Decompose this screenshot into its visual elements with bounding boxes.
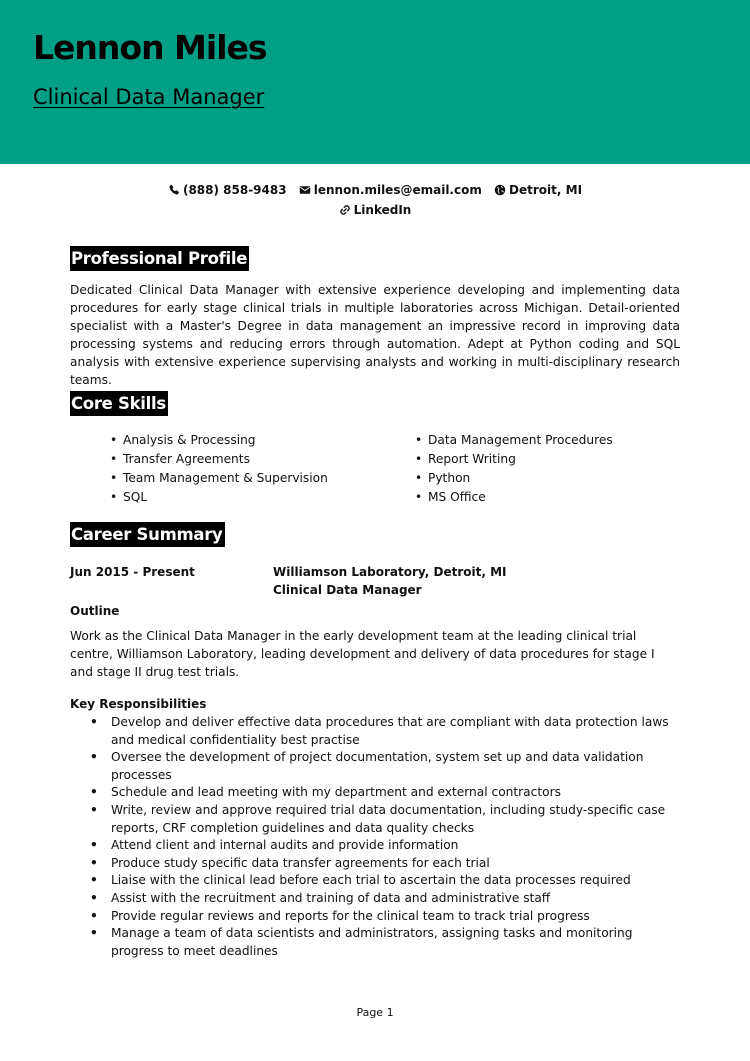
contact-phone[interactable]: [168, 183, 287, 197]
responsibilities-heading: Key Responsibilities: [70, 697, 207, 711]
responsibility-item: • Assist with the recruitment and training of data and administrative staff: [90, 890, 685, 908]
skill-item: • MS Office: [415, 488, 613, 507]
responsibility-item: • Write, review and approve required trial data documentation, including study-specific case reports, CRF completion guidelines and data quality checks: [90, 802, 685, 837]
envelope-icon: [299, 184, 311, 196]
outline-heading: Outline: [70, 604, 120, 618]
skill-item: • Transfer Agreements: [110, 450, 328, 469]
skill-item: • Python: [415, 469, 613, 488]
contact-email[interactable]: [299, 183, 482, 197]
responsibility-item: • Liaise with the clinical lead before each trial to ascertain the data processes required: [90, 872, 685, 890]
skill-item: • Data Management Procedures: [415, 431, 613, 450]
contact-line-2: [0, 203, 750, 219]
responsibility-item: • Attend client and internal audits and provide information: [90, 837, 685, 855]
skills-list-right: [415, 431, 613, 507]
skill-item: • Report Writing: [415, 450, 613, 469]
responsibility-item: • Produce study specific data transfer agreements for each trial: [90, 855, 685, 873]
phone-icon: [168, 184, 180, 196]
skill-item: • Team Management & Supervision: [110, 469, 328, 488]
skill-item: • Analysis & Processing: [110, 431, 328, 450]
profile-text: Dedicated Clinical Data Manager with extensive experience developing and implementing data procedures for early stage clinical trials in multiple laboratories across Michigan. Detail-oriented specialist with a Master's Degree in data management an impressive record in improving data processing systems and reducing errors through automation. Adept at Python coding and SQL analysis with extensive experience supervising analysts and working in multi-disciplinary research teams.: [70, 283, 680, 387]
responsibility-item: • Manage a team of data scientists and administrators, assigning tasks and monitoring progress to meet deadlines: [90, 925, 685, 960]
linkedin-text: LinkedIn: [353, 203, 412, 217]
candidate-name: Lennon Miles: [33, 28, 267, 67]
outline-text: Work as the Clinical Data Manager in the early development team at the leading clinical trial centre, Williamson Laboratory, leading development and delivery of data procedures for stage I and stage II drug test trials.: [70, 629, 655, 679]
header-banner: [0, 0, 750, 164]
link-icon: [339, 204, 351, 216]
skills-heading: Core Skills: [70, 391, 168, 416]
responsibility-item: • Provide regular reviews and reports for the clinical team to track trial progress: [90, 908, 685, 926]
responsibility-item: • Oversee the development of project documentation, system set up and data validation processes: [90, 749, 685, 784]
page-number: Page 1: [356, 1006, 394, 1019]
job-role: Clinical Data Manager: [273, 583, 422, 597]
email-text: lennon.miles@email.com: [313, 183, 482, 197]
skill-item: • SQL: [110, 488, 328, 507]
employer: Williamson Laboratory, Detroit, MI: [273, 565, 507, 579]
skills-list-left: [110, 431, 328, 507]
career-heading: Career Summary: [70, 522, 225, 547]
job-title: Clinical Data Manager: [33, 85, 265, 109]
responsibilities-list: [90, 714, 685, 960]
phone-text: (888) 858-9483: [182, 183, 287, 197]
location-text: Detroit, MI: [509, 183, 583, 197]
job-dates: Jun 2015 - Present: [70, 565, 195, 579]
globe-icon: [494, 184, 506, 196]
contact-line: [0, 183, 750, 199]
responsibility-item: • Develop and deliver effective data procedures that are compliant with data protection laws and medical confidentiality best practise: [90, 714, 685, 749]
contact-location: [494, 183, 582, 197]
profile-heading: Professional Profile: [70, 246, 249, 271]
contact-linkedin[interactable]: [339, 203, 412, 217]
responsibility-item: • Schedule and lead meeting with my department and external contractors: [90, 784, 685, 802]
